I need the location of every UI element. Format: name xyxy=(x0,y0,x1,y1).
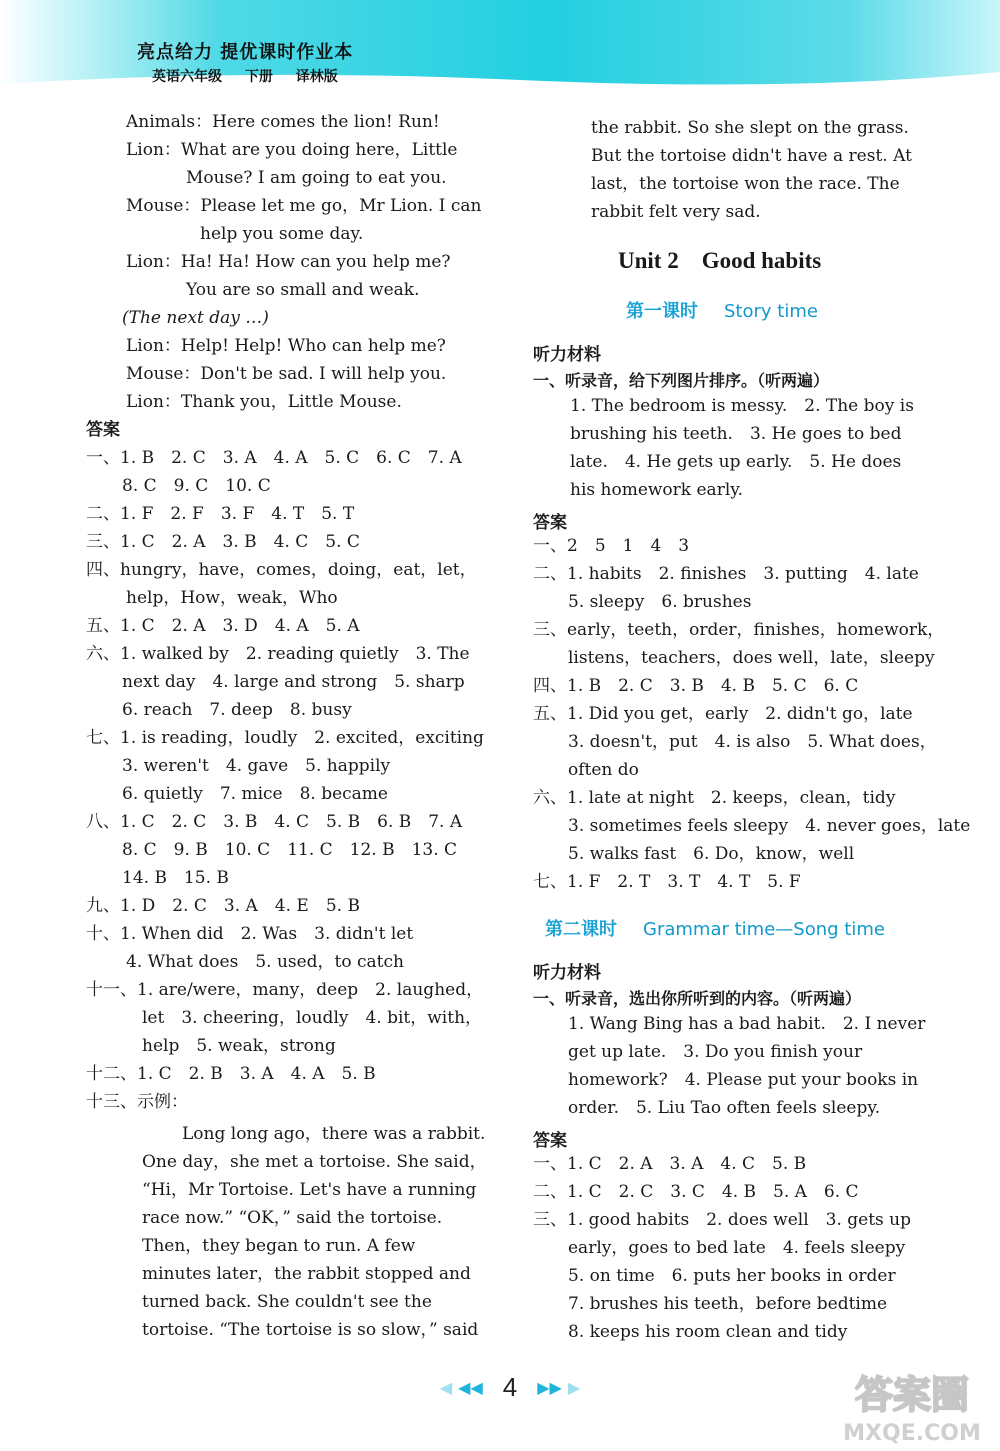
left-line: 十三、示例： xyxy=(86,1092,188,1112)
answer-line: 1. Wang Bing has a bad habit. 2. I never xyxy=(568,1014,926,1034)
prev-arrow-faint-icon: ◀ xyxy=(439,1377,453,1397)
lesson-2-cn: 第二课时 xyxy=(545,919,617,940)
left-line: 二、1. F 2. F 3. F 4. T 5. T xyxy=(86,504,355,524)
page-header xyxy=(0,0,1000,92)
story-ending-line: But the tortoise didn't have a rest. At xyxy=(591,146,912,166)
story-ending-line: rabbit felt very sad. xyxy=(591,202,761,222)
left-line: 三、1. C 2. A 3. B 4. C 5. C xyxy=(86,532,360,552)
left-line: Lion：Ha! Ha! How can you help me? xyxy=(126,252,451,272)
answer-line: get up late. 3. Do you finish your xyxy=(568,1042,863,1062)
section-heading: 一、听录音，选出你所听到的内容。（听两遍） xyxy=(533,989,862,1008)
story-ending-line: the rabbit. So she slept on the grass. xyxy=(591,118,909,138)
left-line: help you some day. xyxy=(200,224,364,244)
answer-line: 一、2 5 1 4 3 xyxy=(533,536,690,556)
left-line: One day，she met a tortoise. She said， xyxy=(142,1152,487,1172)
left-line: help 5. weak，strong xyxy=(142,1036,336,1056)
answer-line: 8. keeps his room clean and tidy xyxy=(568,1322,848,1342)
left-line: 六、1. walked by 2. reading quietly 3. The xyxy=(86,644,470,664)
lesson-1-heading xyxy=(626,297,818,323)
left-line: 四、hungry，have，comes，doing，eat，let， xyxy=(86,560,477,580)
unit-title: Unit 2 Good habits xyxy=(618,248,822,273)
left-line: “Hi，Mr Tortoise. Let's have a running xyxy=(142,1180,477,1200)
section-heading: 答案 xyxy=(533,1131,567,1151)
left-line: turned back. She couldn't see the xyxy=(142,1292,432,1312)
left-line: race now.” “OK，” said the tortoise. xyxy=(142,1208,443,1228)
story-ending-line: last，the tortoise won the race. The xyxy=(591,174,900,194)
section-heading: 一、听录音，给下列图片排序。（听两遍） xyxy=(533,371,830,390)
left-line: 6. quietly 7. mice 8. became xyxy=(122,784,388,804)
book-subtitle xyxy=(152,66,356,86)
left-line: Mouse：Please let me go，Mr Lion. I can xyxy=(126,196,482,216)
answer-line: 二、1. C 2. C 3. C 4. B 5. A 6. C xyxy=(533,1182,859,1202)
site-watermark xyxy=(832,1364,992,1446)
left-line: (The next day …) xyxy=(122,308,269,328)
left-line: Lion：What are you doing here，Little xyxy=(126,140,458,160)
lesson-1-en: Story time xyxy=(724,301,818,322)
edition-label: 译林版 xyxy=(295,69,338,85)
answer-line: 三、1. good habits 2. does well 3. gets up xyxy=(533,1210,911,1230)
left-line: Mouse? I am going to eat you. xyxy=(186,168,447,188)
answer-line: 5. on time 6. puts her books in order xyxy=(568,1266,896,1286)
prev-arrows-icon: ◀◀ xyxy=(458,1377,483,1397)
left-line: 14. B 15. B xyxy=(122,868,229,888)
book-title: 亮点给力 提优课时作业本 xyxy=(137,42,354,63)
left-line: 十二、1. C 2. B 3. A 4. A 5. B xyxy=(86,1064,376,1084)
next-arrow-faint-icon: ▶ xyxy=(567,1377,581,1397)
left-line: 8. C 9. B 10. C 11. C 12. B 13. C xyxy=(122,840,458,860)
left-line: 8. C 9. C 10. C xyxy=(122,476,271,496)
answer-line: brushing his teeth. 3. He goes to bed xyxy=(570,424,902,444)
left-line: 五、1. C 2. A 3. D 4. A 5. A xyxy=(86,616,360,636)
left-line: minutes later，the rabbit stopped and xyxy=(142,1264,471,1284)
left-line: 3. weren't 4. gave 5. happily xyxy=(122,756,391,776)
answer-line: listens，teachers，does well，late，sleepy xyxy=(568,648,935,668)
answer-line: 5. walks fast 6. Do，know，well xyxy=(568,844,855,864)
answer-line: his homework early. xyxy=(570,480,744,500)
answer-line: 7. brushes his teeth，before bedtime xyxy=(568,1294,888,1314)
left-line: 九、1. D 2. C 3. A 4. E 5. B xyxy=(86,896,360,916)
left-line: tortoise. “The tortoise is so slow，” said xyxy=(142,1320,479,1340)
lesson-2-heading xyxy=(545,915,885,941)
left-line: 八、1. C 2. C 3. B 4. C 5. B 6. B 7. A xyxy=(86,812,463,832)
left-line: 十、1. When did 2. Was 3. didn't let xyxy=(86,924,414,944)
left-line: help，How，weak，Who xyxy=(126,588,338,608)
left-line: You are so small and weak. xyxy=(186,280,420,300)
left-line: 七、1. is reading，loudly 2. excited，exciting xyxy=(86,728,484,748)
page-number: 4 xyxy=(502,1371,518,1402)
lesson-1-cn: 第一课时 xyxy=(626,301,698,322)
answer-line: 3. doesn't，put 4. is also 5. What does， xyxy=(568,732,937,752)
answer-line: 5. sleepy 6. brushes xyxy=(568,592,752,612)
watermark-bottom: MXQE.COM xyxy=(843,1421,981,1446)
answer-line: late. 4. He gets up early. 5. He does xyxy=(570,452,902,472)
page-footer xyxy=(410,1372,610,1402)
answer-line: early，goes to bed late 4. feels sleepy xyxy=(568,1238,906,1258)
answer-line: 六、1. late at night 2. keeps，clean，tidy xyxy=(533,788,896,808)
lesson-2-en: Grammar time—Song time xyxy=(643,919,885,940)
left-line: 4. What does 5. used，to catch xyxy=(126,952,404,972)
section-heading: 答案 xyxy=(533,513,567,533)
left-line: Lion：Thank you，Little Mouse. xyxy=(126,392,402,412)
grade-label: 英语六年级 xyxy=(152,69,222,85)
answer-line: 一、1. C 2. A 3. A 4. C 5. B xyxy=(533,1154,807,1174)
left-line: Then，they began to run. A few xyxy=(142,1236,416,1256)
left-line: 6. reach 7. deep 8. busy xyxy=(122,700,352,720)
left-line: Long long ago，there was a rabbit. xyxy=(182,1124,486,1144)
answer-line: often do xyxy=(568,760,639,780)
answer-line: 二、1. habits 2. finishes 3. putting 4. late xyxy=(533,564,919,584)
answer-line: order. 5. Liu Tao often feels sleepy. xyxy=(568,1098,881,1118)
answer-heading: 答案 xyxy=(86,420,120,440)
answer-line: 1. The bedroom is messy. 2. The boy is xyxy=(570,396,914,416)
left-line: Lion：Help! Help! Who can help me? xyxy=(126,336,446,356)
header-wave-decoration xyxy=(0,62,1000,102)
answer-line: 四、1. B 2. C 3. B 4. B 5. C 6. C xyxy=(533,676,859,696)
left-line: 十一、1. are/were，many，deep 2. laughed， xyxy=(86,980,484,1000)
answer-line: 七、1. F 2. T 3. T 4. T 5. F xyxy=(533,872,801,892)
next-arrows-icon: ▶▶ xyxy=(537,1377,562,1397)
answer-line: homework? 4. Please put your books in xyxy=(568,1070,919,1090)
answer-line: 3. sometimes feels sleepy 4. never goes，late xyxy=(568,816,971,836)
left-line: Animals：Here comes the lion! Run! xyxy=(126,112,440,132)
section-heading: 听力材料 xyxy=(533,345,601,365)
volume-label: 下册 xyxy=(244,69,273,85)
watermark-top: 答案圈 xyxy=(854,1373,970,1417)
section-heading: 听力材料 xyxy=(533,963,601,983)
answer-line: 五、1. Did you get，early 2. didn't go，late xyxy=(533,704,913,724)
left-line: Mouse：Don't be sad. I will help you. xyxy=(126,364,447,384)
left-line: 一、1. B 2. C 3. A 4. A 5. C 6. C 7. A xyxy=(86,448,462,468)
answer-line: 三、early，teeth，order，finishes，homework， xyxy=(533,620,945,640)
left-line: let 3. cheering，loudly 4. bit，with， xyxy=(142,1008,483,1028)
left-line: next day 4. large and strong 5. sharp xyxy=(122,672,465,692)
